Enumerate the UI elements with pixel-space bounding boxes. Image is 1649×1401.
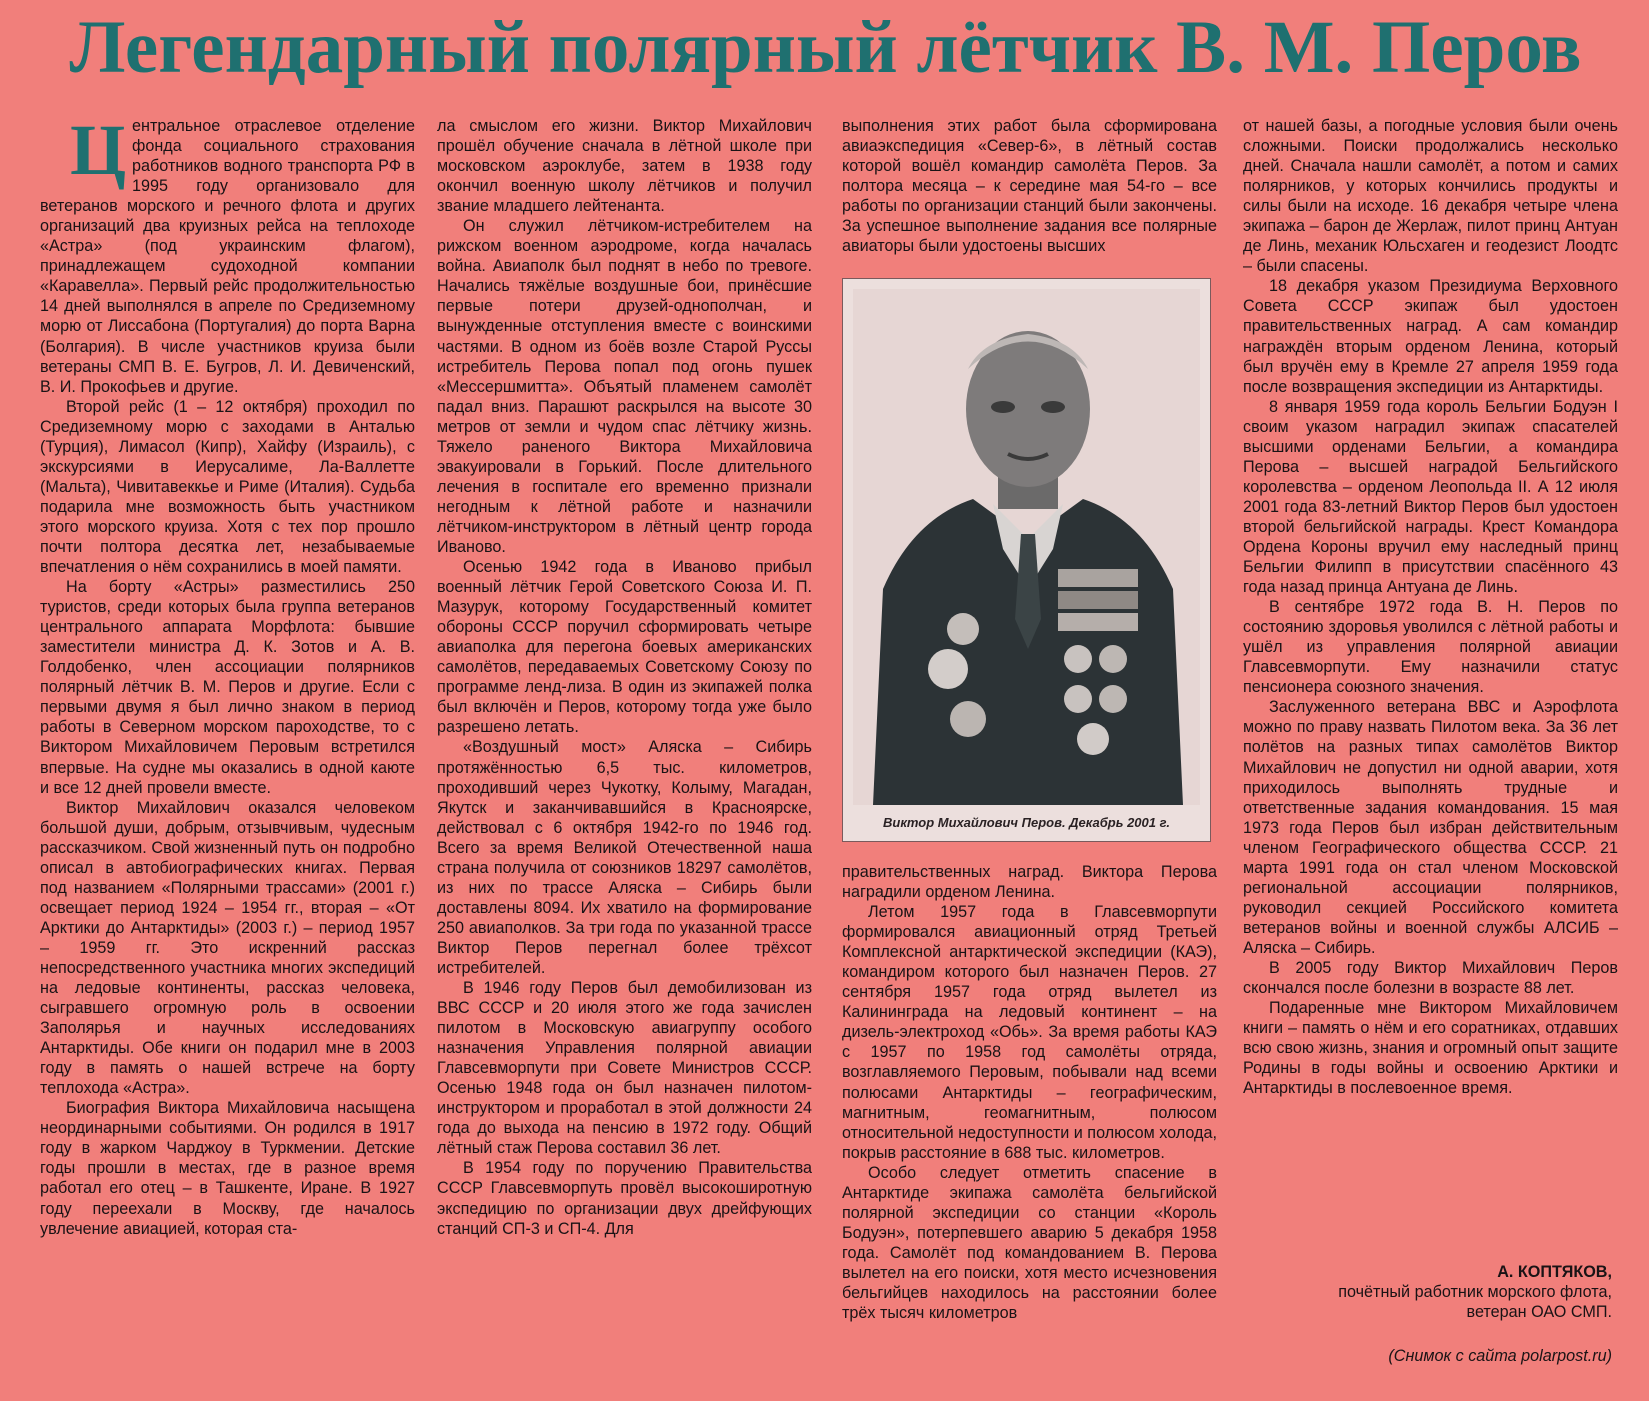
paragraph: «Воздушный мост» Аляска – Сибирь протяжённостью 6,5 тыс. километров, проходивший через Чукотку, Колыму, Магадан, Якутск и заканчивавшийся в Красноярске, действовал с 6 октября 1942-го по 1946 год. Всего за время Великой Отечественной наша страна получила от союзников 18297 самолётов, из них по трассе Аляска – Сибирь были доставлены 8094. Их хватило на формирование 250 авиаполков. За три года по указанной трассе Виктор Перов перегнал более трёхсот истребителей. xyxy=(437,738,812,977)
paragraph: Подаренные мне Виктором Михайловичем книги – память о нём и его соратниках, отдавших всю свою жизнь, знания и огромный опыт защите Родины в годы войны и освоению Арктики и Антарктиды в послевоенное время. xyxy=(1243,999,1618,1098)
paragraph: выполнения этих работ была сформирована авиаэкспедиция «Север-6», в лётный состав которой вошёл командир самолёта Перов. За полтора месяца – к середине мая 54-го – все работы по организации станций были закончены. За успешное выполнение задания все полярные авиаторы были удостоены высших xyxy=(842,117,1217,256)
paragraph: Летом 1957 года в Главсевморпути формировался авиационный отряд Третьей Комплексной антарктической экспедиции (КАЭ), командиром которого был назначен Перов. 27 сентября 1957 года отряд вылетел из Калининграда на ледовый континент – на дизель-электроход «Обь». За время работы КАЭ с 1957 по 1958 год самолёты отряда, возглавляемого Перовым, побывали над всеми полюсами Антарктиды – географическим, магнитным, геомагнитным, полюсом относительной недоступности и полюсом холода, покрыв расстояние в 688 тыс. километров. xyxy=(842,903,1217,1162)
headline: Легендарный полярный лётчик В. М. Перов xyxy=(69,6,1582,89)
paragraph: В 2005 году Виктор Михайлович Перов скончался после болезни в возрасте 88 лет. xyxy=(1243,958,1618,998)
paragraph: В 1954 году по поручению Правительства СССР Главсевморпуть провёл высокоширотную экспедицию по организации двух дрейфующих станций СП-3 и СП-4. Для xyxy=(437,1159,812,1238)
drop-cap: Ц xyxy=(70,110,127,190)
paragraph: правительственных наград. Виктора Перова наградили орденом Ленина. xyxy=(842,863,1217,902)
portrait-photo xyxy=(842,278,1211,842)
paragraph: В 1946 году Перов был демобилизован из ВВС СССР и 20 июля этого же года зачислен пилотом в Московскую авиагруппу особого назначения Управления полярной авиации Главсевморпути при Совете Министров СССР. Осенью 1948 года он был назначен пилотом-инструктором и проработал в этой должности 24 года до выхода на пенсию в 1972 году. Общий лётный стаж Перова составил 36 лет. xyxy=(437,979,812,1158)
portrait-illustration xyxy=(853,289,1200,805)
author-name: А. КОПТЯКОВ, xyxy=(1497,1263,1612,1281)
paragraph: Осенью 1942 года в Иваново прибыл военный лётчик Герой Советского Союза И. П. Мазурук, которому Государственный комитет обороны СССР поручил сформировать четыре авиаполка для перегона боевых американских самолётов, передаваемых Советскому Союзу по программе ленд-лиза. В один из экипажей полка был включён и Перов, которому тогда уже было разрешено летать. xyxy=(437,558,812,737)
column-3-top xyxy=(842,116,1217,256)
author-title: ветеран ОАО СМП. xyxy=(1466,1303,1612,1321)
paragraph: ентральное отраслевое отделение фонда социального страхования работников водного транспорта РФ в 1995 году организовало для ветеранов морского и речного флота и других организаций два круизных рейса на теплоходе «Астра» (под украинским флагом), принадлежащем судоходной компании «Каравелла». Первый рейс продолжительностью 14 дней выполнялся в апреле по Средиземному морю от Лиссабона (Португалия) до порта Варна (Болгария). В числе участников круиза были ветераны СМП В. Е. Бугров, Л. И. Девиченский, В. И. Прокофьев и другие. xyxy=(40,117,415,396)
paragraph: Виктор Михайлович оказался человеком большой души, добрым, отзывчивым, чудесным рассказчиком. Свой жизненный путь он подробно описал в автобиографических книгах. Первая под названием «Полярными трассами» (2001 г.) освещает период 1924 – 1954 гг., вторая – «От Арктики до Антарктиды» (2003 г.) – период 1957 – 1959 гг. Это искренний рассказ непосредственного участника многих экспедиций на ледовые континенты, рассказ человека, сыгравшего огромную роль в освоении Заполярья и научных исследованиях Антарктиды. Обе книги он подарил мне в 2003 году в память о нашей встрече на борту теплохода «Астра». xyxy=(40,798,415,1098)
author-title: почётный работник морского флота, xyxy=(1338,1283,1612,1301)
photo-caption: Виктор Михайлович Перов. Декабрь 2001 г. xyxy=(882,815,1170,830)
paragraph: от нашей базы, а погодные условия были очень сложными. Поиски продолжались несколько дней. Сначала нашли самолёт, а потом и самих полярников, у которых кончились продукты и силы были на исходе. 16 декабря четыре члена экипажа – барон де Жерлаж, пилот принц Антуан де Линь, механик Юльсхаген и геодезист Лоодтс – были спасены. xyxy=(1243,117,1618,276)
paragraph: 8 января 1959 года король Бельгии Бодуэн I своим указом наградил экипаж спасателей высшими орденами Бельгии, а командира Перова – высшей наградой Бельгийского королевства – орденом Леопольда II. А 12 июля 2001 года 83-летний Виктор Перов был удостоен второй бельгийской награды. Крест Командора Ордена Короны вручил ему наследный принц Бельгии Филипп в присутствии спасённого 43 года назад принца Антуана де Линь. xyxy=(1243,397,1618,597)
column-3-bottom xyxy=(842,862,1217,1323)
photo-credit: (Снимок с сайта polarpost.ru) xyxy=(1388,1347,1612,1365)
paragraph: Второй рейс (1 – 12 октября) проходил по Средиземному морю с заходами в Анталью (Турция), Лимасол (Кипр), Хайфу (Израиль), с экскурсиями в Иерусалиме, Ла-Валлетте (Мальта), Чивитавеккье и Риме (Италия). Судьба подарила мне возможность быть участником этого морского круиза. Хотя с тех пор прошло почти полтора десятка лет, незабываемые впечатления о нём сохранились в моей памяти. xyxy=(40,397,415,577)
column-2 xyxy=(437,116,812,1239)
paragraph: На борту «Астры» разместились 250 туристов, среди которых была группа ветеранов центрального аппарата Морфлота: бывшие заместители министра Д. К. Зотов и А. В. Голдобенко, член ассоциации полярников полярный лётчик В. М. Перов и другие. Если с первыми двумя я был лично знаком в период работы в Северном морском пароходстве, то с Виктором Михайловичем Перовым встретился впервые. На судне мы оказались в одной каюте и все 12 дней провели вместе. xyxy=(40,578,415,797)
column-4 xyxy=(1243,116,1618,1098)
paragraph: ла смыслом его жизни. Виктор Михайлович прошёл обучение сначала в лётной школе при московском аэроклубе, затем в 1938 году окончил военную школу лётчиков и получил звание младшего лейтенанта. xyxy=(437,117,812,216)
paragraph: Он служил лётчиком-истребителем на рижском военном аэродроме, когда началась война. Авиаполк был поднят в небо по тревоге. Начались тяжёлые воздушные бои, принёсшие первые потери друзей-однополчан, и вынужденные отступления вместе с воинскими частями. В одном из боёв возле Старой Руссы истребитель Перова попал под огонь пушек «Мессершмитта». Объятый пламенем самолёт падал вниз. Парашют раскрылся на высоте 30 метров от земли и чудом спас лётчику жизнь. Тяжело раненого Виктора Михайловича эвакуировали в Горький. После длительного лечения в госпитале его временно признали негодным к лётной работе и назначили лётчиком-инструктором в лётный центр города Иваново. xyxy=(437,217,812,556)
column-1 xyxy=(40,110,415,1239)
paragraph: В сентябре 1972 года В. Н. Перов по состоянию здоровья уволился с лётной работы и ушёл из управления полярной авиации Главсевморпути. Ему назначили статус пенсионера союзного значения. xyxy=(1243,598,1618,697)
paragraph: Особо следует отметить спасение в Антарктиде экипажа самолёта бельгийской полярной экспедиции со станции «Король Бодуэн», потерпевшего аварию 5 декабря 1958 года. Самолёт под командованием В. Перова вылетел на его поиски, хотя место исчезновения бельгийцев находилось на расстоянии более трёх тысяч километров xyxy=(842,1163,1217,1323)
paragraph: Биография Виктора Михайловича насыщена неординарными событиями. Он родился в 1917 году в жарком Чарджоу в Туркмении. Детские годы прошли в местах, где в разное время работал его отец – в Ташкенте, Иране. В 1927 году переехали в Москву, где началось увлечение авиацией, которая ста- xyxy=(40,1099,415,1238)
signature-block xyxy=(1192,1262,1612,1322)
paragraph: Заслуженного ветерана ВВС и Аэрофлота можно по праву назвать Пилотом века. За 36 лет полётов на разных типах самолётов Виктор Михайлович не допустил ни одной аварии, хотя приходилось выполнять трудные и ответственные задания командования. 15 мая 1973 года Перов был избран действительным членом Географического общества СССР. 21 марта 1991 года он стал членом Московской региональной ассоциации полярников, руководил секцией Российского комитета ветеранов войны и военной службы АЛСИБ – Аляска – Сибирь. xyxy=(1243,698,1618,957)
paragraph: 18 декабря указом Президиума Верховного Совета СССР экипаж был удостоен правительственных наград. А сам командир награждён вторым орденом Ленина, который был вручён ему в Кремле 27 апреля 1959 года после возвращения экспедиции из Антарктиды. xyxy=(1243,277,1618,396)
